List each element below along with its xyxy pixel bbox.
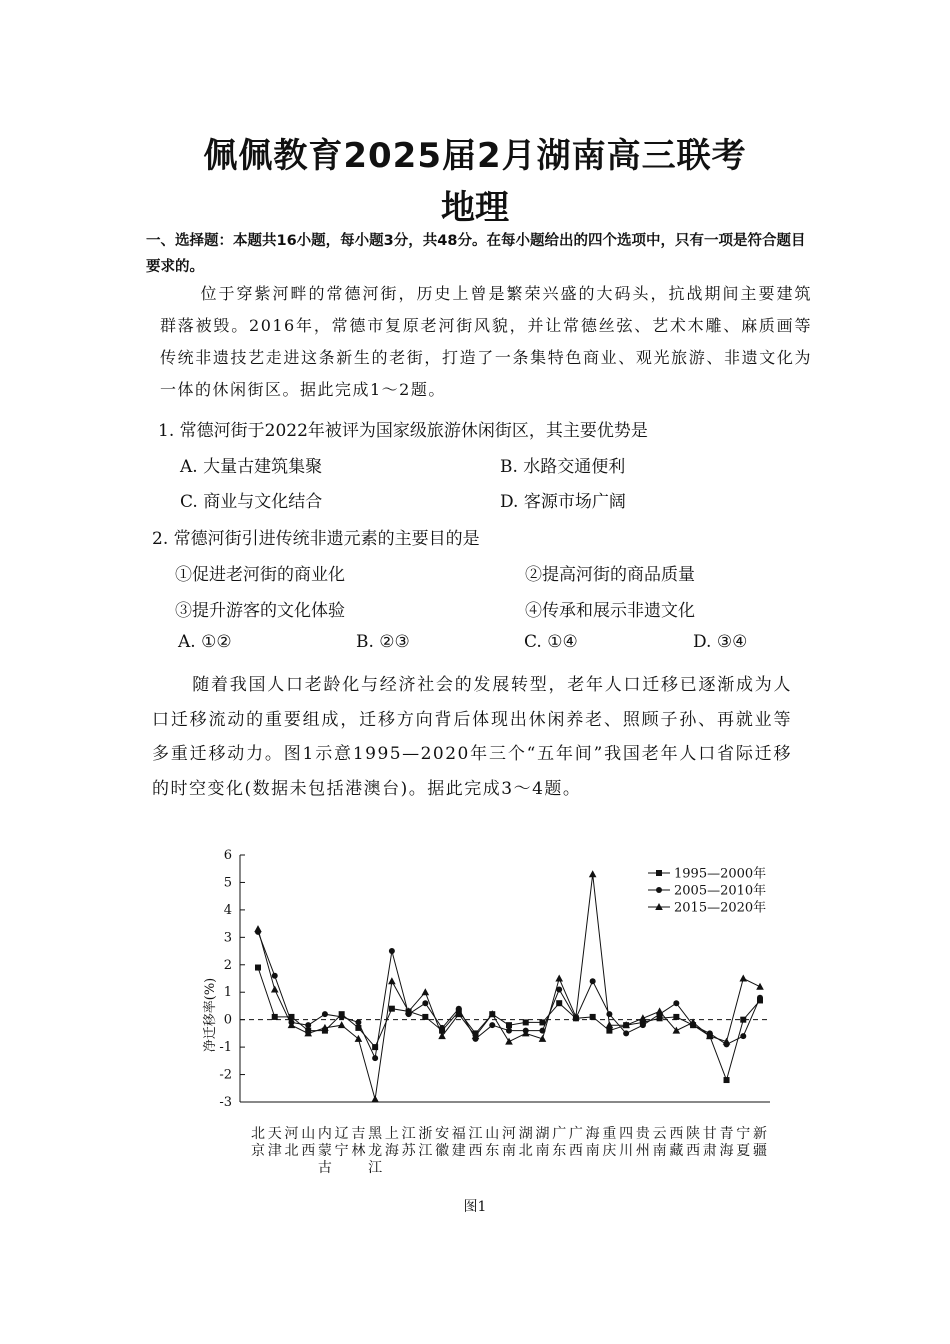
- x-tick-label: 内蒙古: [317, 1126, 332, 1176]
- q2-option-a: A. ①②: [178, 632, 232, 652]
- x-tick-label: 山西: [301, 1126, 316, 1159]
- data-point-square: [255, 965, 261, 971]
- x-tick-label: 山东: [485, 1126, 500, 1159]
- data-point-square: [272, 1014, 278, 1020]
- x-tick-label: 广东: [552, 1126, 567, 1159]
- y-tick-label: 4: [223, 902, 232, 918]
- q1-option-b: B. 水路交通便利: [500, 457, 626, 477]
- chart-legend: [648, 866, 766, 916]
- y-tick-label: -1: [219, 1040, 232, 1056]
- data-point-circle: [590, 978, 596, 984]
- x-tick-label: 浙江: [418, 1126, 433, 1159]
- data-point-circle: [322, 1011, 328, 1017]
- x-tick-label: 湖北: [518, 1126, 533, 1159]
- x-tick-labels: [251, 1125, 767, 1176]
- data-point-triangle: [606, 1021, 614, 1028]
- x-tick-label: 江西: [468, 1126, 483, 1159]
- legend-label: 1995—2000年: [674, 866, 767, 882]
- q1-option-c: C. 商业与文化结合: [180, 492, 323, 512]
- data-point-triangle: [254, 925, 262, 932]
- x-tick-label: 吉林: [351, 1126, 366, 1159]
- data-point-circle: [623, 1030, 629, 1036]
- x-tick-label: 北京: [251, 1126, 265, 1159]
- y-tick-label: 3: [223, 930, 232, 946]
- data-point-circle: [339, 1014, 345, 1020]
- legend-label: 2015—2020年: [674, 900, 767, 916]
- x-tick-label: 重庆: [602, 1126, 617, 1159]
- x-tick-label: 宁夏: [736, 1126, 751, 1159]
- data-point-circle: [305, 1022, 311, 1028]
- q2-option-d: D. ③④: [693, 632, 748, 652]
- y-tick-label: 6: [223, 848, 232, 863]
- data-point-triangle: [639, 1014, 647, 1021]
- q2-option-c: C. ①④: [524, 632, 578, 652]
- y-tick-label: -2: [219, 1067, 232, 1083]
- figure-caption: 图1: [463, 1199, 487, 1215]
- passage-1-text: 位于穿紫河畔的常德河街，历史上曾是繁荣兴盛的大码头，抗战期间主要建筑群落被毁。2016年，常德市复原老河街风貌，并让常德丝弦、艺术木雕、麻质画等传统非遗技艺走进这条新生的老街，打造了一条集特色商业、观光旅游、非遗文化为一体的休闲街区。据此完成1～2题。: [160, 284, 812, 399]
- x-tick-label: 四川: [619, 1126, 634, 1159]
- data-point-circle: [372, 1055, 378, 1061]
- question-1-stem: 1. 常德河街于2022年被评为国家级旅游休闲街区，其主要优势是: [158, 421, 648, 441]
- data-point-triangle: [388, 977, 396, 984]
- data-point-circle: [389, 948, 395, 954]
- data-point-triangle: [371, 1095, 379, 1102]
- exam-title: 佩佩教育2025届2月湖南高三联考: [203, 136, 747, 176]
- data-point-circle: [489, 1022, 495, 1028]
- legend-marker-square: [656, 870, 662, 876]
- data-point-triangle: [756, 983, 764, 990]
- x-tick-label: 广西: [568, 1126, 583, 1159]
- x-tick-label: 辽宁: [334, 1126, 349, 1159]
- x-tick-label: 湖南: [535, 1126, 550, 1159]
- data-point-circle: [606, 1011, 612, 1017]
- data-point-square: [606, 1028, 612, 1034]
- y-tick-labels: [219, 848, 245, 1110]
- legend-marker-circle: [656, 887, 662, 893]
- data-point-square: [523, 1019, 529, 1025]
- x-tick-label: 甘肃: [702, 1126, 717, 1159]
- data-point-square: [556, 1000, 562, 1006]
- data-point-circle: [506, 1028, 512, 1034]
- x-tick-label: 河南: [502, 1126, 516, 1159]
- x-tick-label: 陕西: [686, 1126, 701, 1159]
- x-tick-label: 上海: [384, 1126, 399, 1159]
- data-point-triangle: [589, 870, 597, 877]
- data-point-triangle: [355, 1035, 363, 1042]
- x-tick-label: 河北: [284, 1126, 299, 1159]
- legend-label: 2005—2010年: [674, 883, 767, 899]
- passage-1: [160, 278, 812, 406]
- series-1: [255, 965, 763, 1084]
- data-point-triangle: [271, 985, 279, 992]
- data-point-square: [422, 1014, 428, 1020]
- data-point-square: [724, 1077, 730, 1083]
- migration-rate-chart: [190, 840, 790, 1220]
- x-tick-label: 西藏: [669, 1126, 684, 1159]
- passage-2: [152, 668, 792, 806]
- x-tick-label: 新疆: [753, 1126, 767, 1159]
- q2-item-3: ③提升游客的文化体验: [175, 601, 345, 621]
- y-tick-label: 5: [223, 875, 232, 891]
- x-tick-label: 贵州: [635, 1126, 650, 1159]
- data-point-circle: [355, 1019, 361, 1025]
- x-tick-label: 福建: [451, 1126, 466, 1159]
- data-point-circle: [673, 1000, 679, 1006]
- data-point-circle: [757, 995, 763, 1001]
- q2-option-b: B. ②③: [356, 632, 410, 652]
- x-tick-label: 青海: [719, 1126, 734, 1159]
- q1-option-d: D. 客源市场广阔: [500, 492, 626, 512]
- data-point-triangle: [422, 988, 430, 995]
- x-tick-label: 黑龙江: [368, 1126, 383, 1176]
- data-point-square: [673, 1014, 679, 1020]
- x-tick-label: 海南: [585, 1126, 600, 1159]
- x-tick-label: 安徽: [435, 1126, 450, 1159]
- data-point-triangle: [555, 975, 563, 982]
- subject-title: 地理: [441, 188, 509, 228]
- q2-item-2: ②提高河街的商品质量: [525, 565, 695, 585]
- data-point-triangle: [505, 1038, 513, 1045]
- question-2-stem: 2. 常德河街引进传统非遗元素的主要目的是: [152, 529, 480, 549]
- section-heading: 一、选择题：本题共16小题，每小题3分，共48分。在每小题给出的四个选项中，只有一项是符合题目要求的。: [146, 233, 806, 275]
- y-tick-label: 2: [223, 957, 232, 973]
- data-point-square: [389, 1006, 395, 1012]
- data-point-square: [740, 1017, 746, 1023]
- x-tick-label: 云南: [652, 1126, 667, 1159]
- data-point-square: [506, 1022, 512, 1028]
- q2-item-1: ①促进老河街的商业化: [175, 565, 345, 585]
- q2-item-4: ④传承和展示非遗文化: [525, 601, 695, 621]
- passage-2-text: 随着我国人口老龄化与经济社会的发展转型，老年人口迁移已逐渐成为人口迁移流动的重要组成，迁移方向背后体现出休闲养老、照顾子孙、再就业等多重迁移动力。图1示意1995—2020年三个“五年间”我国老年人口省际迁移的时空变化(数据未包括港澳台)。据此完成3～4题。: [152, 675, 792, 799]
- data-point-circle: [640, 1022, 646, 1028]
- y-tick-label: -3: [219, 1095, 232, 1110]
- data-point-circle: [272, 973, 278, 979]
- data-point-triangle: [739, 975, 747, 982]
- y-tick-label: 0: [223, 1012, 232, 1028]
- x-tick-label: 天津: [267, 1126, 282, 1159]
- data-point-triangle: [656, 1007, 664, 1014]
- data-point-triangle: [338, 1021, 346, 1028]
- data-point-circle: [740, 1033, 746, 1039]
- y-axis-label: 净迁移率(%): [203, 977, 218, 1053]
- data-point-circle: [422, 1000, 428, 1006]
- y-tick-label: 1: [223, 985, 232, 1001]
- q1-option-a: A. 大量古建筑集聚: [180, 457, 323, 477]
- x-tick-label: 江苏: [401, 1126, 416, 1159]
- data-point-square: [590, 1014, 596, 1020]
